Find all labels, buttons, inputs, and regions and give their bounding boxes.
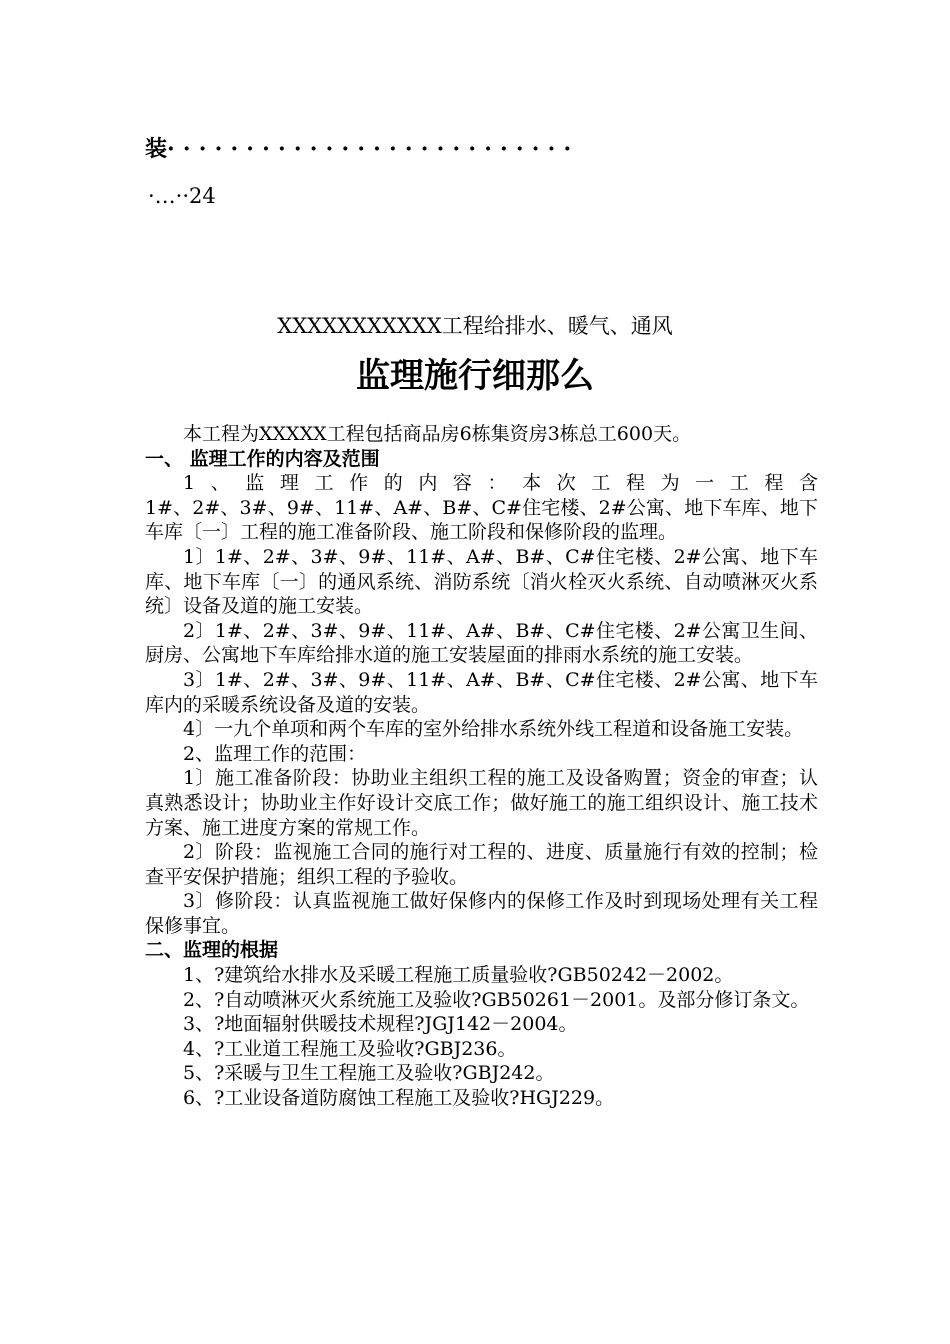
- toc-entry-line: [145, 132, 865, 163]
- reference-3: 3、?地面辐射供暖技术规程?JGJ142－2004。: [183, 1013, 578, 1036]
- paragraph-content-rest: 1#、2#、3#、9#、11#、A#、B#、C#住宅楼、2#公寓、地下车库、地下车库〔一〕工程的施工准备阶段、施工阶段和保修阶段的监理。: [145, 496, 818, 544]
- reference-4: 4、?工业道工程施工及验收?GBJ236。: [183, 1037, 517, 1060]
- reference-6: 6、?工业设备道防腐蚀工程施工及验收?HGJ229。: [183, 1087, 615, 1110]
- paragraph-item-3: 3〕1#、2#、3#、9#、11#、A#、B#、C#住宅楼、2#公寓、地下车库内的采暖系统设备及道的安装。: [145, 668, 818, 716]
- paragraph-scope-2: 2〕阶段：监视施工合同的施行对工程的、进度、质量施行有效的控制；检查平安保护措施；组织工程的予验收。: [145, 841, 818, 888]
- paragraph-scope-3: 3〕修阶段：认真监视施工做好保修内的保修工作及时到现场处理有关工程保修事宜。: [145, 890, 818, 937]
- paragraph-scope-1: 1〕施工准备阶段：协助业主组织工程的施工及设备购置；资金的审查；认真熟悉设计；协助业主作好设计交底工作；做好施工的施工组织设计、施工技术方案、施工进度方案的常规工作。: [145, 767, 818, 839]
- document-subtitle: XXXXXXXXXXX工程给排水、暖气、通风: [277, 314, 673, 338]
- paragraph-item-1: 1〕1#、2#、3#、9#、11#、A#、B#、C#住宅楼、2#公寓、地下车库、地下车库〔一〕的通风系统、消防系统〔消火栓灭火系统、自动喷淋灭火系统〕设备及道的施工安装。: [145, 545, 818, 618]
- paragraph-item-2: 2〕1#、2#、3#、9#、11#、A#、B#、C#住宅楼、2#公寓卫生间、厨房、公寓地下车库给排水道的施工安装屋面的排雨水系统的施工安装。: [145, 619, 818, 667]
- document-title: 监理施行细那么: [356, 356, 594, 396]
- toc-page-number: ·…··24: [148, 184, 216, 208]
- paragraph-item-4: 4〕一九个单项和两个车库的室外给排水系统外线工程道和设备施工安装。: [183, 718, 804, 741]
- section-heading-2: 二、监理的根据: [145, 939, 279, 962]
- reference-1: 1、?建筑给水排水及采暖工程施工质量验收?GB50242－2002。: [183, 964, 734, 987]
- document-body: [145, 422, 818, 1111]
- intro-paragraph: 本工程为XXXXX工程包括商品房6栋集资房3栋总工600天。: [183, 423, 692, 445]
- paragraph-content-line1: 1、监理工作的内容：本次工程为一工程含: [183, 472, 818, 495]
- reference-2: 2、?自动喷淋灭火系统施工及验收?GB50261－2001。及部分修订条文。: [183, 988, 810, 1011]
- toc-entry-label: 装: [145, 136, 168, 162]
- section-heading-1: 一、 监理工作的内容及范围: [145, 447, 380, 470]
- toc-leader-dots: ··························: [167, 136, 580, 162]
- paragraph-scope-heading: 2、监理工作的范围：: [183, 742, 367, 765]
- reference-5: 5、?采暖与卫生工程施工及验收?GBJ242。: [183, 1062, 555, 1085]
